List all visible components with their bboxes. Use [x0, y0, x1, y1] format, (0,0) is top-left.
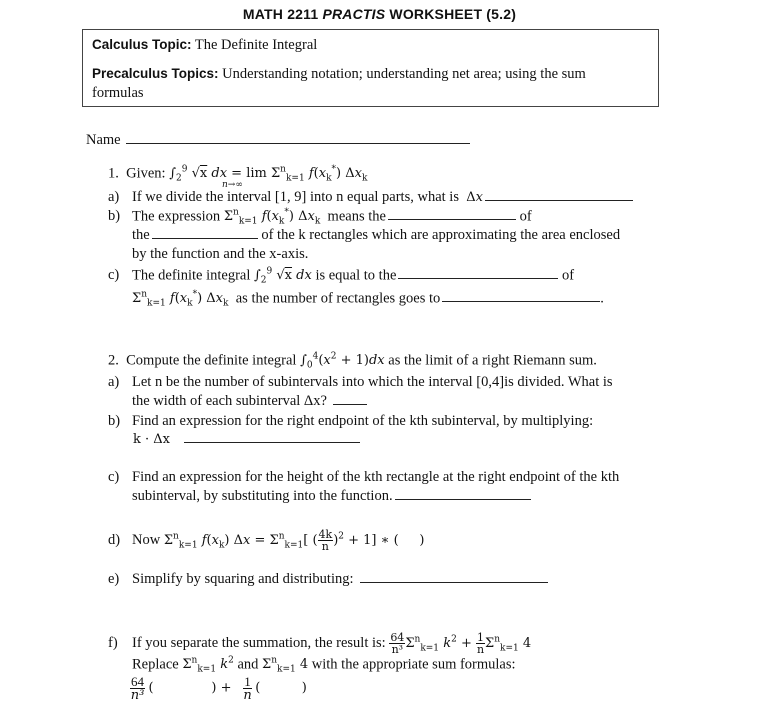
q1-b: b) The expression $\Sigma^n_{k=1}$ $f(x_k^*)$ $\Delta x_k$ means the of — [108, 208, 532, 227]
q2-f-answer-template: $\frac{64}{\text{n³}}$ ( ) + $\frac{1}{n}$ ( ) — [130, 674, 307, 703]
q2-a-cont: the width of each subinterval Δx? — [132, 393, 367, 410]
q2-f: f) If you separate the summation, the result is: $\frac{64}{\text{n³}}$ $\Sigma^n_{k=1}$ $k^2$ + $\frac{1}{n}$ $\Sigma^n_{k=1}$ 4 — [108, 631, 532, 656]
q1-c: c) The definite integral $\int_2^9$ √x dx is equal to the of — [108, 267, 575, 286]
q2-d: d) Now $\Sigma^n_{k=1}$ $f(x_k) \Delta x = \Sigma^n_{k=1}$[ ( $\frac{4k}{n}$ )$^2$ + 1] ∗ ( ) — [108, 528, 425, 553]
q1-b-cont2: by the function and the x-axis. — [132, 246, 309, 262]
name-field[interactable] — [86, 132, 470, 149]
q2-b-cont: k · Δx — [133, 431, 360, 448]
precalculus-topics: Precalculus Topics: Understanding notation; understanding net area; using the sum — [92, 66, 586, 82]
q1-c-cont: $\Sigma^n_{k=1}$ $f(x_k^*)$ $\Delta x_k$ as the number of rectangles goes to . — [132, 290, 604, 309]
lim-subscript: n→∞ — [222, 180, 243, 190]
precalculus-topics-cont: formulas — [92, 85, 144, 101]
calculus-topic: Calculus Topic: The Definite Integral — [92, 37, 318, 53]
q2-b: b) Find an expression for the right endpoint of the kth subinterval, by multiplying: — [108, 413, 594, 429]
q2-c: c) Find an expression for the height of the kth rectangle at the right endpoint of the kth — [108, 469, 620, 485]
q1-b-cont: the of the k rectangles which are approximating the area enclosed — [132, 227, 621, 243]
q2-a: a) Let n be the number of subintervals into which the interval [0,4]is divided. What is — [108, 374, 613, 390]
q2-c-cont: subinterval, by substituting into the function. — [132, 488, 531, 505]
q2-e: e) Simplify by squaring and distributing: — [108, 571, 548, 588]
name-label: Name — [86, 132, 121, 148]
worksheet-title: MATH 2211 PRACTIS WORKSHEET (5.2) — [242, 6, 517, 22]
q2-intro: 2. Compute the definite integral $\int_0^4(x^2 + 1)dx$ as the limit of a right Riemann sum. — [108, 352, 597, 371]
q1-given: 1. Given: $\int_2^9$ √x dx = $\lim \Sigma^n_{k=1}$ $f(x_k^*)$ $\Delta x_k$ — [108, 165, 368, 184]
q1-a: a) If we divide the interval [1, 9] into n equal parts, what is Δx — [108, 189, 633, 206]
q2-f-cont: Replace $\Sigma^n_{k=1}$ $k^2$ and $\Sigma^n_{k=1}$ 4 with the appropriate sum formulas: — [132, 656, 516, 675]
